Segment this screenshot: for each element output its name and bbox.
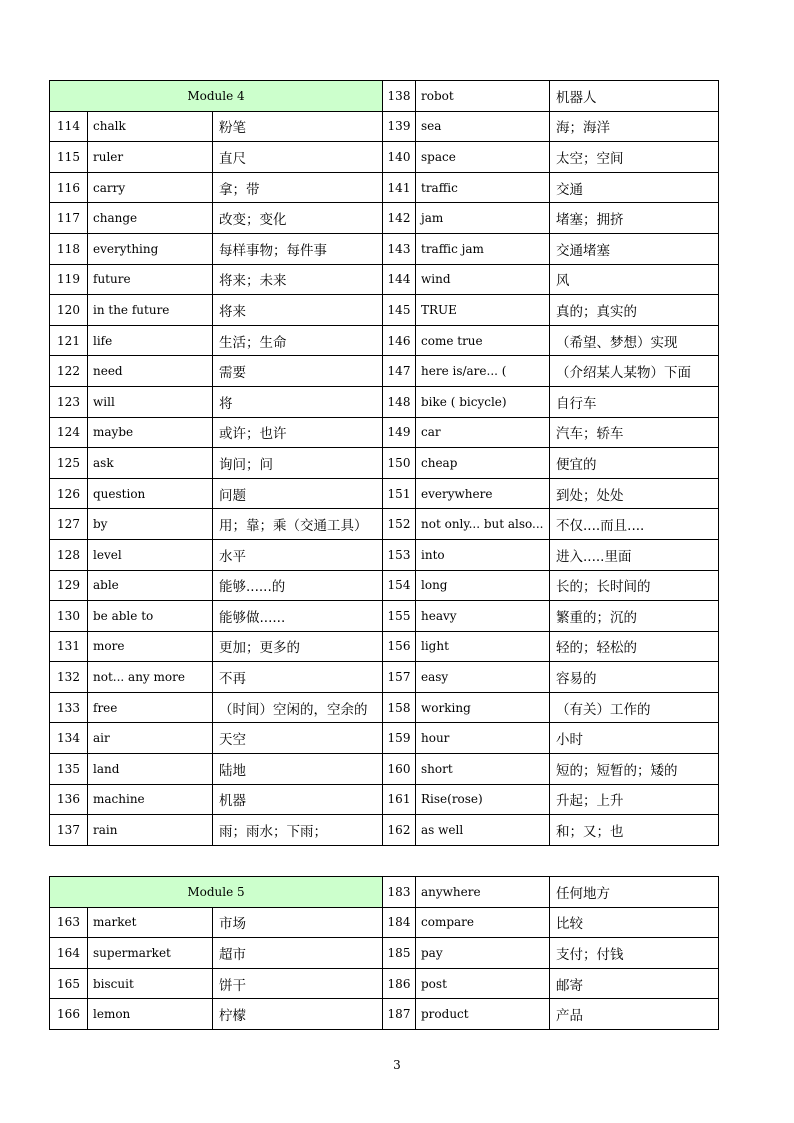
right-entry-number: 147 — [383, 356, 416, 387]
right-entry-meaning: 海；海洋 — [550, 111, 719, 142]
module-title: Module 5 — [50, 877, 383, 908]
left-entry-word: not... any more — [88, 662, 213, 693]
right-entry-number: 161 — [383, 784, 416, 815]
right-entry-number: 138 — [383, 81, 416, 112]
table-row — [50, 784, 719, 815]
left-entry-number: 115 — [50, 142, 88, 173]
table-row — [50, 907, 719, 938]
right-entry-number: 143 — [383, 233, 416, 264]
right-entry-meaning: （介绍某人某物）下面 — [550, 356, 719, 387]
table-row — [50, 754, 719, 785]
table-row — [50, 723, 719, 754]
right-entry-number: 162 — [383, 815, 416, 846]
left-entry-meaning: 将来；未来 — [213, 264, 383, 295]
left-entry-number: 124 — [50, 417, 88, 448]
left-entry-word: air — [88, 723, 213, 754]
right-entry-word: long — [416, 570, 550, 601]
table-row — [50, 386, 719, 417]
left-entry-number: 134 — [50, 723, 88, 754]
left-entry-word: more — [88, 631, 213, 662]
right-entry-word: short — [416, 754, 550, 785]
right-entry-word: space — [416, 142, 550, 173]
left-entry-word: everything — [88, 233, 213, 264]
left-entry-word: machine — [88, 784, 213, 815]
left-entry-number: 165 — [50, 968, 88, 999]
right-entry-meaning: 轻的；轻松的 — [550, 631, 719, 662]
right-entry-number: 151 — [383, 478, 416, 509]
table-row — [50, 356, 719, 387]
table-row — [50, 111, 719, 142]
left-entry-number: 164 — [50, 938, 88, 969]
right-entry-number: 159 — [383, 723, 416, 754]
left-entry-word: will — [88, 386, 213, 417]
table-row — [50, 295, 719, 326]
right-entry-meaning: 短的；短暂的；矮的 — [550, 754, 719, 785]
left-entry-number: 120 — [50, 295, 88, 326]
left-entry-word: able — [88, 570, 213, 601]
table-row — [50, 938, 719, 969]
right-entry-word: wind — [416, 264, 550, 295]
right-entry-word: not only... but also... — [416, 509, 550, 540]
right-entry-word: Rise(rose) — [416, 784, 550, 815]
left-entry-number: 122 — [50, 356, 88, 387]
table-row — [50, 539, 719, 570]
left-entry-number: 116 — [50, 172, 88, 203]
right-entry-meaning: 邮寄 — [550, 968, 719, 999]
left-entry-word: be able to — [88, 601, 213, 632]
left-entry-word: in the future — [88, 295, 213, 326]
left-entry-meaning: 或许；也许 — [213, 417, 383, 448]
right-entry-word: jam — [416, 203, 550, 234]
table-row — [50, 203, 719, 234]
right-entry-number: 153 — [383, 539, 416, 570]
right-entry-number: 149 — [383, 417, 416, 448]
table-row — [50, 815, 719, 846]
right-entry-word: light — [416, 631, 550, 662]
right-entry-meaning: 自行车 — [550, 386, 719, 417]
right-entry-meaning: 机器人 — [550, 81, 719, 112]
right-entry-word: car — [416, 417, 550, 448]
left-entry-meaning: 询问；问 — [213, 448, 383, 479]
left-entry-word: change — [88, 203, 213, 234]
right-entry-word: pay — [416, 938, 550, 969]
table-row — [50, 601, 719, 632]
left-entry-number: 129 — [50, 570, 88, 601]
left-entry-number: 127 — [50, 509, 88, 540]
right-entry-meaning: 升起；上升 — [550, 784, 719, 815]
right-entry-meaning: 到处；处处 — [550, 478, 719, 509]
left-entry-meaning: 能够做...... — [213, 601, 383, 632]
left-entry-meaning: 不再 — [213, 662, 383, 693]
left-entry-number: 119 — [50, 264, 88, 295]
right-entry-number: 144 — [383, 264, 416, 295]
left-entry-word: chalk — [88, 111, 213, 142]
left-entry-meaning: 能够......的 — [213, 570, 383, 601]
right-entry-word: cheap — [416, 448, 550, 479]
right-entry-word: sea — [416, 111, 550, 142]
left-entry-meaning: 雨；雨水；下雨； — [213, 815, 383, 846]
right-entry-meaning: 容易的 — [550, 662, 719, 693]
right-entry-number: 186 — [383, 968, 416, 999]
module-title: Module 4 — [50, 81, 383, 112]
left-entry-word: by — [88, 509, 213, 540]
left-entry-number: 166 — [50, 999, 88, 1030]
right-entry-word: compare — [416, 907, 550, 938]
right-entry-word: hour — [416, 723, 550, 754]
right-entry-meaning: （希望、梦想）实现 — [550, 325, 719, 356]
right-entry-word: traffic jam — [416, 233, 550, 264]
right-entry-number: 148 — [383, 386, 416, 417]
right-entry-meaning: 长的；长时间的 — [550, 570, 719, 601]
table-row — [50, 325, 719, 356]
left-entry-meaning: 市场 — [213, 907, 383, 938]
right-entry-word: come true — [416, 325, 550, 356]
right-entry-word: everywhere — [416, 478, 550, 509]
left-entry-word: rain — [88, 815, 213, 846]
right-entry-number: 140 — [383, 142, 416, 173]
right-entry-word: into — [416, 539, 550, 570]
left-entry-number: 118 — [50, 233, 88, 264]
right-entry-meaning: 交通 — [550, 172, 719, 203]
right-entry-number: 142 — [383, 203, 416, 234]
left-entry-meaning: 更加；更多的 — [213, 631, 383, 662]
table-row — [50, 692, 719, 723]
left-entry-number: 163 — [50, 907, 88, 938]
right-entry-meaning: 不仅....而且.... — [550, 509, 719, 540]
right-entry-meaning: 进入.....里面 — [550, 539, 719, 570]
left-entry-number: 123 — [50, 386, 88, 417]
left-entry-meaning: 天空 — [213, 723, 383, 754]
left-entry-meaning: 柠檬 — [213, 999, 383, 1030]
right-entry-number: 156 — [383, 631, 416, 662]
left-entry-number: 128 — [50, 539, 88, 570]
left-entry-number: 135 — [50, 754, 88, 785]
right-entry-word: easy — [416, 662, 550, 693]
right-entry-word: product — [416, 999, 550, 1030]
left-entry-meaning: （时间）空闲的，空余的 — [213, 692, 383, 723]
right-entry-meaning: 真的；真实的 — [550, 295, 719, 326]
left-entry-word: supermarket — [88, 938, 213, 969]
right-entry-number: 154 — [383, 570, 416, 601]
right-entry-word: working — [416, 692, 550, 723]
right-entry-number: 152 — [383, 509, 416, 540]
left-entry-word: ask — [88, 448, 213, 479]
right-entry-number: 183 — [383, 877, 416, 908]
table-row — [50, 509, 719, 540]
module-header-row — [50, 877, 719, 908]
table-row — [50, 478, 719, 509]
right-entry-number: 145 — [383, 295, 416, 326]
left-entry-meaning: 改变；变化 — [213, 203, 383, 234]
right-entry-word: bike ( bicycle) — [416, 386, 550, 417]
table-row — [50, 570, 719, 601]
left-entry-word: life — [88, 325, 213, 356]
left-entry-word: need — [88, 356, 213, 387]
right-entry-number: 150 — [383, 448, 416, 479]
left-entry-meaning: 问题 — [213, 478, 383, 509]
left-entry-meaning: 将 — [213, 386, 383, 417]
table-row — [50, 264, 719, 295]
right-entry-meaning: 汽车；轿车 — [550, 417, 719, 448]
left-entry-number: 132 — [50, 662, 88, 693]
right-entry-meaning: 产品 — [550, 999, 719, 1030]
right-entry-meaning: 风 — [550, 264, 719, 295]
right-entry-word: traffic — [416, 172, 550, 203]
right-entry-meaning: 小时 — [550, 723, 719, 754]
right-entry-word: as well — [416, 815, 550, 846]
left-entry-meaning: 陆地 — [213, 754, 383, 785]
table-row — [50, 631, 719, 662]
right-entry-word: robot — [416, 81, 550, 112]
left-entry-word: maybe — [88, 417, 213, 448]
left-entry-number: 133 — [50, 692, 88, 723]
right-entry-number: 155 — [383, 601, 416, 632]
left-entry-meaning: 直尺 — [213, 142, 383, 173]
right-entry-number: 139 — [383, 111, 416, 142]
right-entry-number: 157 — [383, 662, 416, 693]
right-entry-number: 146 — [383, 325, 416, 356]
right-entry-number: 185 — [383, 938, 416, 969]
left-entry-meaning: 超市 — [213, 938, 383, 969]
left-entry-meaning: 粉笔 — [213, 111, 383, 142]
left-entry-number: 121 — [50, 325, 88, 356]
table-row — [50, 968, 719, 999]
left-entry-meaning: 需要 — [213, 356, 383, 387]
right-entry-number: 160 — [383, 754, 416, 785]
right-entry-meaning: 交通堵塞 — [550, 233, 719, 264]
left-entry-word: level — [88, 539, 213, 570]
left-entry-number: 136 — [50, 784, 88, 815]
vocabulary-table-module-5 — [49, 876, 719, 1030]
right-entry-number: 158 — [383, 692, 416, 723]
left-entry-number: 125 — [50, 448, 88, 479]
left-entry-meaning: 将来 — [213, 295, 383, 326]
right-entry-number: 187 — [383, 999, 416, 1030]
right-entry-meaning: 堵塞；拥挤 — [550, 203, 719, 234]
left-entry-word: lemon — [88, 999, 213, 1030]
left-entry-word: biscuit — [88, 968, 213, 999]
right-entry-meaning: 支付；付钱 — [550, 938, 719, 969]
left-entry-meaning: 每样事物；每件事 — [213, 233, 383, 264]
module-header-row — [50, 81, 719, 112]
right-entry-word: post — [416, 968, 550, 999]
left-entry-word: land — [88, 754, 213, 785]
left-entry-word: ruler — [88, 142, 213, 173]
left-entry-number: 137 — [50, 815, 88, 846]
left-entry-word: market — [88, 907, 213, 938]
right-entry-meaning: 比较 — [550, 907, 719, 938]
left-entry-word: future — [88, 264, 213, 295]
page-number: 3 — [393, 1058, 401, 1072]
right-entry-meaning: 任何地方 — [550, 877, 719, 908]
table-row — [50, 142, 719, 173]
left-entry-number: 130 — [50, 601, 88, 632]
left-entry-number: 131 — [50, 631, 88, 662]
table-row — [50, 172, 719, 203]
left-entry-meaning: 水平 — [213, 539, 383, 570]
right-entry-meaning: 太空；空间 — [550, 142, 719, 173]
right-entry-word: TRUE — [416, 295, 550, 326]
table-row — [50, 233, 719, 264]
vocabulary-table-module-4 — [49, 80, 719, 846]
right-entry-word: heavy — [416, 601, 550, 632]
left-entry-meaning: 拿；带 — [213, 172, 383, 203]
right-entry-number: 184 — [383, 907, 416, 938]
table-row — [50, 448, 719, 479]
right-entry-number: 141 — [383, 172, 416, 203]
left-entry-word: carry — [88, 172, 213, 203]
right-entry-meaning: 便宜的 — [550, 448, 719, 479]
right-entry-meaning: 繁重的；沉的 — [550, 601, 719, 632]
table-row — [50, 417, 719, 448]
left-entry-number: 114 — [50, 111, 88, 142]
left-entry-word: question — [88, 478, 213, 509]
left-entry-meaning: 饼干 — [213, 968, 383, 999]
left-entry-word: free — [88, 692, 213, 723]
right-entry-word: anywhere — [416, 877, 550, 908]
left-entry-number: 117 — [50, 203, 88, 234]
left-entry-meaning: 用；靠；乘（交通工具） — [213, 509, 383, 540]
table-row — [50, 999, 719, 1030]
left-entry-number: 126 — [50, 478, 88, 509]
table-row — [50, 662, 719, 693]
right-entry-meaning: 和；又；也 — [550, 815, 719, 846]
left-entry-meaning: 机器 — [213, 784, 383, 815]
right-entry-meaning: （有关）工作的 — [550, 692, 719, 723]
right-entry-word: here is/are... ( — [416, 356, 550, 387]
left-entry-meaning: 生活；生命 — [213, 325, 383, 356]
